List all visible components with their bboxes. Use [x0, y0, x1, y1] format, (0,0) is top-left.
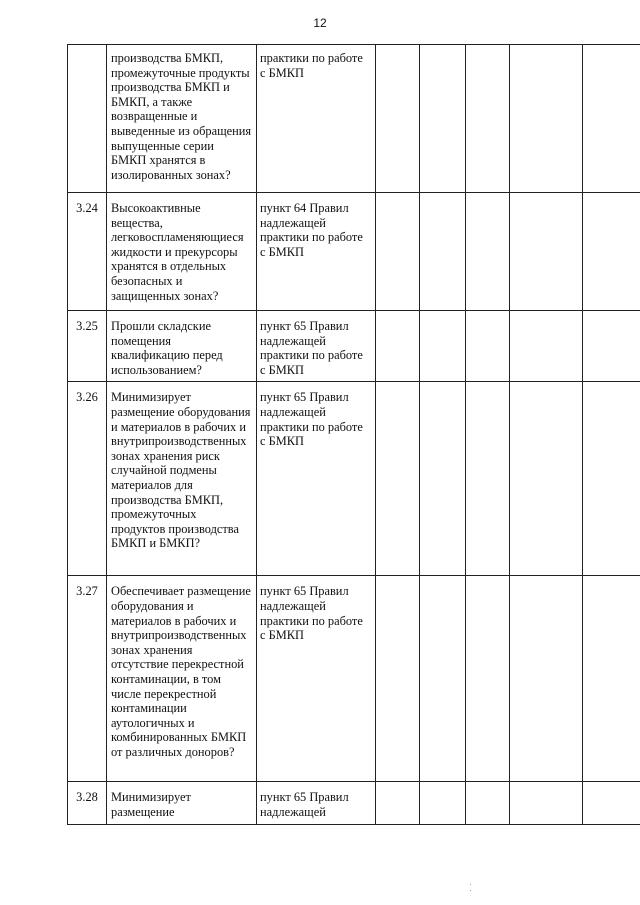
answer-cell-no[interactable] [420, 382, 466, 576]
reference-cell: пункт 65 Правил надлежащей [257, 782, 376, 824]
question-cell: Высокоактивные вещества, легковоспламеняющиеся жидкости и прекурсоры хранятся в отдельных безопасных и защищенных зонах? [107, 193, 257, 311]
question-cell: Минимизирует размещение оборудования и материалов в рабочих и внутрипроизводственных зонах хранения риск случайной подмены материалов для производства БМКП, промежуточных продуктов производства БМКП и БМКП? [107, 382, 257, 576]
reference-cell: пункт 65 Правил надлежащей практики по работе с БМКП [257, 576, 376, 782]
answer-cell-reason[interactable] [510, 45, 583, 193]
answer-cell-no[interactable] [420, 576, 466, 782]
question-cell: Прошли складские помещения квалификацию перед использованием? [107, 311, 257, 382]
table-row [68, 45, 640, 193]
answer-cell-note[interactable] [583, 576, 640, 782]
answer-cell-reason[interactable] [510, 576, 583, 782]
answer-cell-reason[interactable] [510, 382, 583, 576]
row-number: 3.25 [68, 311, 107, 382]
answer-cell-note[interactable] [583, 311, 640, 382]
row-number: 3.27 [68, 576, 107, 782]
table-row [68, 311, 640, 382]
answer-cell-not-applicable[interactable] [466, 311, 510, 382]
answer-cell-not-applicable[interactable] [466, 382, 510, 576]
answer-cell-yes[interactable] [376, 45, 420, 193]
table-row [68, 193, 640, 311]
question-cell: производства БМКП, промежуточные продукты производства БМКП и БМКП, а также возвращенные и выведенные из обращения выпущенные серии БМКП хранятся в изолированных зонах? [107, 45, 257, 193]
table-row [68, 382, 640, 576]
row-number: 3.28 [68, 782, 107, 824]
answer-cell-no[interactable] [420, 193, 466, 311]
row-number [68, 45, 107, 193]
reference-cell: пункт 65 Правил надлежащей практики по работе с БМКП [257, 382, 376, 576]
answer-cell-note[interactable] [583, 382, 640, 576]
row-number: 3.26 [68, 382, 107, 576]
answer-cell-note[interactable] [583, 45, 640, 193]
answer-cell-not-applicable[interactable] [466, 576, 510, 782]
table-row [68, 576, 640, 782]
answer-cell-yes[interactable] [376, 576, 420, 782]
answer-cell-yes[interactable] [376, 382, 420, 576]
answer-cell-not-applicable[interactable] [466, 45, 510, 193]
scan-speck [470, 884, 471, 885]
reference-cell: пункт 64 Правил надлежащей практики по работе с БМКП [257, 193, 376, 311]
answer-cell-reason[interactable] [510, 193, 583, 311]
answer-cell-reason[interactable] [510, 311, 583, 382]
answer-cell-no[interactable] [420, 45, 466, 193]
answer-cell-yes[interactable] [376, 193, 420, 311]
answer-cell-not-applicable[interactable] [466, 193, 510, 311]
answer-cell-no[interactable] [420, 311, 466, 382]
answer-cell-no[interactable] [420, 782, 466, 824]
checklist-table [67, 44, 640, 825]
answer-cell-note[interactable] [583, 193, 640, 311]
answer-cell-note[interactable] [583, 782, 640, 824]
row-number: 3.24 [68, 193, 107, 311]
answer-cell-not-applicable[interactable] [466, 782, 510, 824]
scan-speck [470, 890, 471, 891]
reference-cell: практики по работе с БМКП [257, 45, 376, 193]
page-number: 12 [313, 16, 327, 30]
reference-cell: пункт 65 Правил надлежащей практики по работе с БМКП [257, 311, 376, 382]
table-row [68, 782, 640, 824]
question-cell: Минимизирует размещение [107, 782, 257, 824]
question-cell: Обеспечивает размещение оборудования и материалов в рабочих и внутрипроизводственных зонах хранения отсутствие перекрестной контаминации, в том числе перекрестной контаминации аутологичных и комбинированных БМКП от различных доноров? [107, 576, 257, 782]
answer-cell-yes[interactable] [376, 311, 420, 382]
answer-cell-reason[interactable] [510, 782, 583, 824]
answer-cell-yes[interactable] [376, 782, 420, 824]
